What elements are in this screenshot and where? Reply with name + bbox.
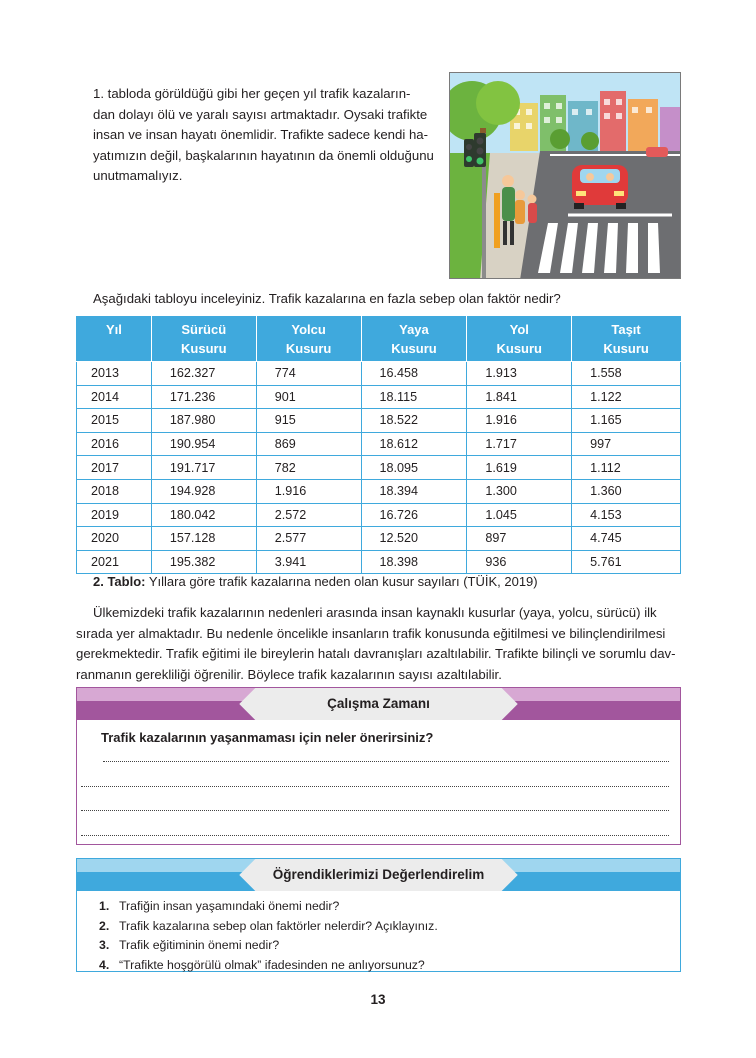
- study-question: Trafik kazalarının yaşanmaması için neler önerirsiniz?: [101, 730, 434, 745]
- list-item: 1. Trafiğin insan yaşamındaki önemi nedir?: [99, 899, 340, 913]
- table-cell: 2016: [77, 432, 152, 456]
- intro-line: insan ve insan hayatı önemlidir. Trafikte sadece kendi ha-: [93, 127, 429, 142]
- table-cell: 2018: [77, 479, 152, 503]
- table-cell: 157.128: [151, 527, 256, 551]
- traffic-crossing-illustration: [449, 72, 681, 279]
- traffic-accident-table: [76, 316, 681, 574]
- table-cell: 1.717: [467, 432, 572, 456]
- table-cell: 1.300: [467, 479, 572, 503]
- paragraph-line: sırada yer almaktadır. Bu nedenle öncelikle insanların trafik konusunda eğitilmesi ve bilinçlendirilmesi: [76, 625, 666, 641]
- table-cell: 1.112: [572, 456, 681, 480]
- table-row: [77, 550, 681, 574]
- table-cell: 774: [256, 362, 361, 386]
- answer-line[interactable]: [81, 835, 669, 836]
- column-header-year: Yıl: [77, 317, 152, 362]
- table-row: [77, 527, 681, 551]
- table-cell: 2021: [77, 550, 152, 574]
- table-cell: 2013: [77, 362, 152, 386]
- table-cell: 180.042: [151, 503, 256, 527]
- table-cell: 2.577: [256, 527, 361, 551]
- list-item: 4. “Trafikte hoşgörülü olmak” ifadesinden ne anlıyorsunuz?: [99, 957, 425, 972]
- table-row: [77, 479, 681, 503]
- list-item: 3. Trafik eğitiminin önemi nedir?: [99, 938, 280, 952]
- table-cell: 997: [572, 432, 681, 456]
- paragraph-line: gerekmektedir. Trafik eğitimi ile bireylerin hatalı davranışları azaltılabilir. Trafikte bilinçli ve sorumlu dav-: [76, 646, 676, 661]
- body-paragraph: [76, 603, 681, 685]
- table-cell: 18.612: [361, 432, 467, 456]
- column-header-driver: Sürücü Kusuru: [151, 317, 256, 362]
- table-cell: 191.717: [151, 456, 256, 480]
- table-cell: 190.954: [151, 432, 256, 456]
- table-cell: 18.115: [361, 385, 467, 409]
- table-cell: 2019: [77, 503, 152, 527]
- table-cell: 16.726: [361, 503, 467, 527]
- table-cell: 1.619: [467, 456, 572, 480]
- table-cell: 162.327: [151, 362, 256, 386]
- table-row: [77, 432, 681, 456]
- table-cell: 915: [256, 409, 361, 433]
- table-cell: 1.916: [256, 479, 361, 503]
- table-cell: 2017: [77, 456, 152, 480]
- page-number: 13: [370, 992, 386, 1007]
- table-cell: 4.745: [572, 527, 681, 551]
- paragraph-line: Ülkemizdeki trafik kazalarının nedenleri arasında insan kaynaklı kusurlar (yaya, yolcu, sürücü) ilk: [93, 605, 657, 620]
- answer-line[interactable]: [81, 786, 669, 787]
- intro-line: yatımızın değil, başkalarının hayatının da önemli olduğunu: [93, 147, 434, 163]
- answer-line[interactable]: [103, 761, 669, 762]
- table-cell: 1.558: [572, 362, 681, 386]
- table-body: [77, 362, 681, 574]
- list-item: 2. Trafik kazalarına sebep olan faktörler nelerdir? Açıklayınız.: [99, 918, 438, 933]
- table-cell: 897: [467, 527, 572, 551]
- table-row: [77, 503, 681, 527]
- column-header-road: Yol Kusuru: [467, 317, 572, 362]
- column-header-passenger: Yolcu Kusuru: [256, 317, 361, 362]
- intro-paragraph: [93, 84, 434, 187]
- paragraph-line: ranmanın gerekliliği öğrenilir. Böylece trafik kazalarının sayısı azaltılabilir.: [76, 666, 502, 682]
- table-cell: 5.761: [572, 550, 681, 574]
- table-cell: 18.394: [361, 479, 467, 503]
- table-cell: 18.398: [361, 550, 467, 574]
- evaluation-question-list: [99, 897, 438, 975]
- caption-label: 2. Tablo:: [93, 574, 146, 589]
- table-cell: 2015: [77, 409, 152, 433]
- intro-line: dan dolayı ölü ve yaralı sayısı artmaktadır. Oysaki trafikte: [93, 106, 428, 122]
- study-time-box: [76, 687, 681, 845]
- table-cell: 12.520: [361, 527, 467, 551]
- table-cell: 1.045: [467, 503, 572, 527]
- intro-line: 1. tabloda görüldüğü gibi her geçen yıl trafik kazaların-: [93, 86, 411, 101]
- table-header-row: [77, 317, 681, 362]
- table-cell: 171.236: [151, 385, 256, 409]
- evaluation-box: [76, 858, 681, 972]
- table-cell: 195.382: [151, 550, 256, 574]
- table-cell: 1.165: [572, 409, 681, 433]
- table-row: [77, 456, 681, 480]
- table-caption: [93, 574, 538, 589]
- table-cell: 936: [467, 550, 572, 574]
- table-question: Aşağıdaki tabloyu inceleyiniz. Trafik kazalarına en fazla sebep olan faktör nedir?: [93, 291, 561, 306]
- table-cell: 869: [256, 432, 361, 456]
- table-cell: 4.153: [572, 503, 681, 527]
- table-cell: 194.928: [151, 479, 256, 503]
- caption-text: Yıllara göre trafik kazalarına neden olan kusur sayıları (TÜİK, 2019): [145, 574, 538, 589]
- table-cell: 187.980: [151, 409, 256, 433]
- table-cell: 1.841: [467, 385, 572, 409]
- table-cell: 2014: [77, 385, 152, 409]
- table-cell: 3.941: [256, 550, 361, 574]
- column-header-vehicle: Taşıt Kusuru: [572, 317, 681, 362]
- table-cell: 1.122: [572, 385, 681, 409]
- table-cell: 1.360: [572, 479, 681, 503]
- table-cell: 901: [256, 385, 361, 409]
- table-cell: 18.522: [361, 409, 467, 433]
- table-cell: 1.913: [467, 362, 572, 386]
- table-cell: 2020: [77, 527, 152, 551]
- intro-line: unutmamalıyız.: [93, 168, 183, 183]
- table-cell: 782: [256, 456, 361, 480]
- answer-line[interactable]: [81, 810, 669, 811]
- evaluation-title: Öğrendiklerimizi Değerlendirelim: [272, 867, 485, 882]
- table-row: [77, 409, 681, 433]
- table-row: [77, 362, 681, 386]
- table-cell: 1.916: [467, 409, 572, 433]
- table-row: [77, 385, 681, 409]
- table-cell: 18.095: [361, 456, 467, 480]
- table-cell: 16.458: [361, 362, 467, 386]
- table-cell: 2.572: [256, 503, 361, 527]
- column-header-pedestrian: Yaya Kusuru: [361, 317, 467, 362]
- study-title: Çalışma Zamanı: [327, 696, 430, 711]
